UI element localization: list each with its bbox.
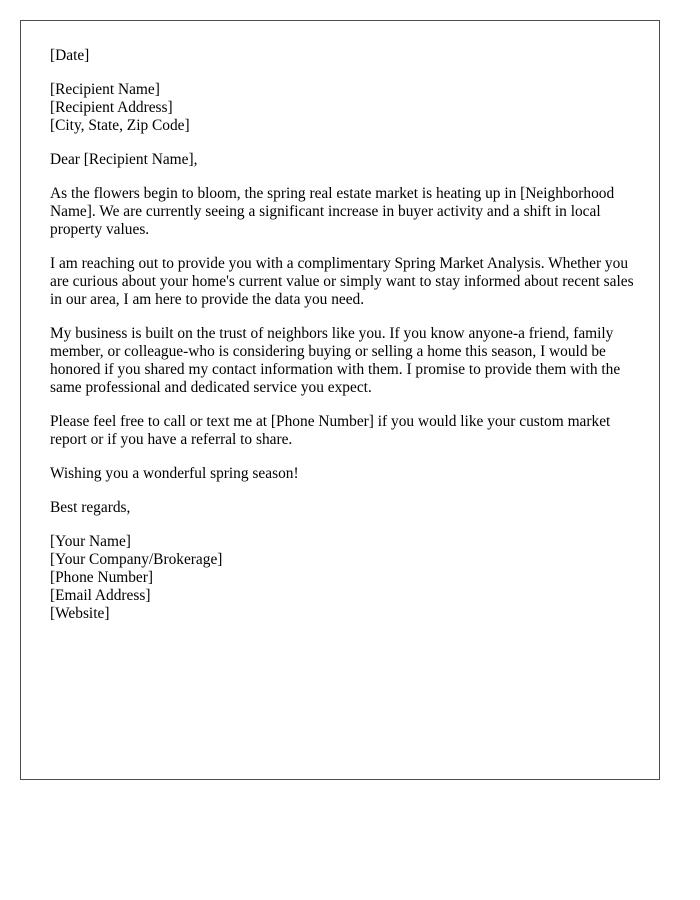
paragraph-call-to-action: Please feel free to call or text me at [Phone Number] if you would like your custom market report or if you have a referral to share. <box>50 413 611 448</box>
recipient-address: [Recipient Address] <box>50 99 173 116</box>
date-block <box>50 47 640 65</box>
salutation-block <box>50 151 640 169</box>
recipient-name: [Recipient Name] <box>50 81 160 98</box>
signature-name: [Your Name] <box>50 533 131 550</box>
signature-block <box>50 533 640 623</box>
paragraph-well-wishes: Wishing you a wonderful spring season! <box>50 465 299 482</box>
signature-email: [Email Address] <box>50 587 151 604</box>
recipient-city-state-zip: [City, State, Zip Code] <box>50 117 190 134</box>
recipient-block <box>50 81 640 135</box>
letter-date: [Date] <box>50 47 90 64</box>
signature-website: [Website] <box>50 605 110 622</box>
letter-body <box>50 47 640 639</box>
closing: Best regards, <box>50 499 131 516</box>
letter-page <box>20 20 660 780</box>
paragraph-referral-request: My business is built on the trust of neighbors like you. If you know anyone-a friend, family member, or colleague-who is considering buying or selling a home this season, I would be honored if you shared my contact information with them. I promise to provide them with the same professional and dedicated service you expect. <box>50 325 621 396</box>
salutation: Dear [Recipient Name], <box>50 151 198 168</box>
signature-phone: [Phone Number] <box>50 569 154 586</box>
signature-company: [Your Company/Brokerage] <box>50 551 223 568</box>
closing-block <box>50 499 640 517</box>
paragraph-market-intro: As the flowers begin to bloom, the spring real estate market is heating up in [Neighborhood Name]. We are currently seeing a significant increase in buyer activity and a shift in local property values. <box>50 185 615 238</box>
paragraph-market-analysis-offer: I am reaching out to provide you with a complimentary Spring Market Analysis. Whether you are curious about your home's current value or simply want to stay informed about recent sales in our area, I am here to provide the data you need. <box>50 255 634 308</box>
